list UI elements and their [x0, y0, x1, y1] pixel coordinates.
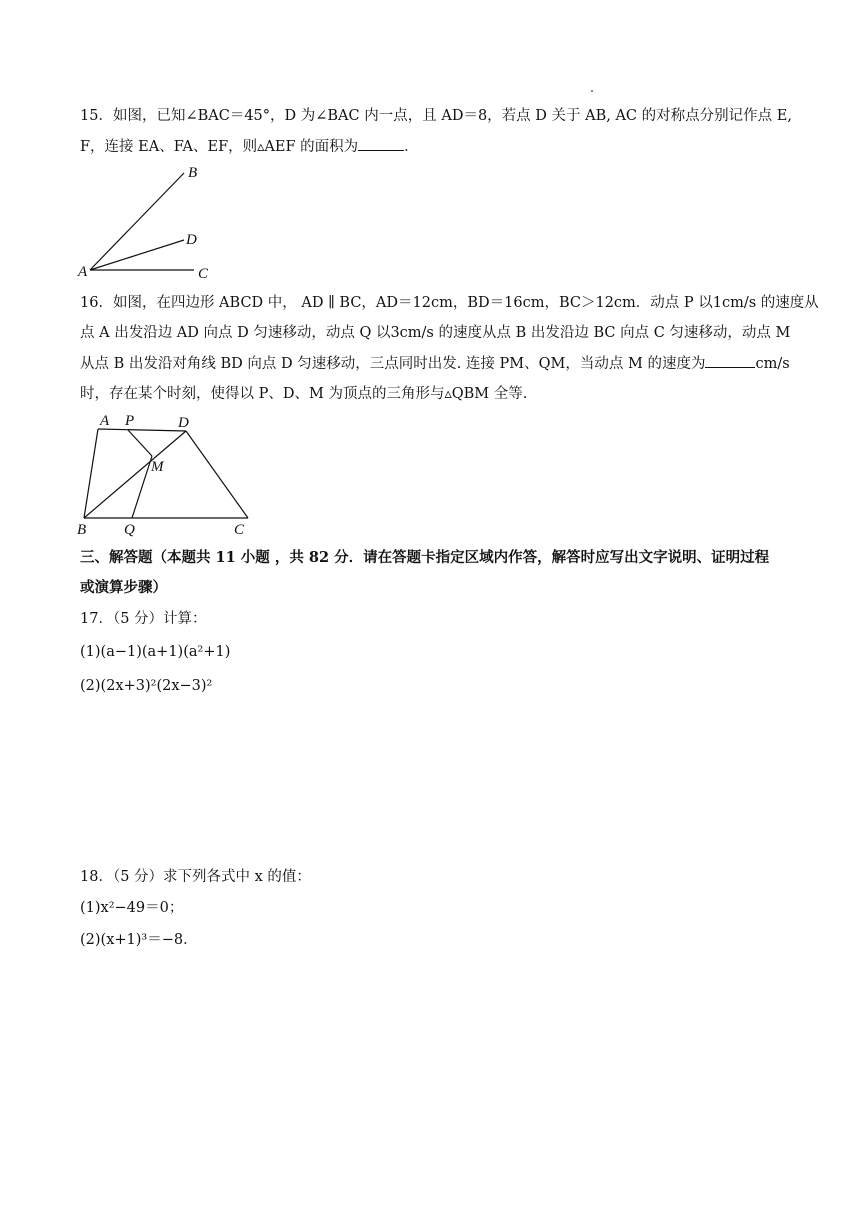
label-b: B: [188, 165, 198, 181]
q15-text-line-2: [80, 136, 419, 157]
diagonal-bd: [84, 431, 186, 518]
label-p: P: [125, 413, 135, 429]
q17-item-2: (2)(2x+3)²(2x−3)²: [80, 678, 213, 694]
q15-line-2-end: ．: [404, 139, 419, 155]
q16-line-3-start: 从点 B 出发沿对角线 BD 向点 D 匀速移动，三点同时出发. 连接 PM、QM，当动点 M 的速度为: [80, 356, 706, 372]
q15-angle-figure: [76, 164, 226, 282]
q18-item-1: (1)x²−49＝0；: [80, 900, 184, 916]
label-d: D: [186, 232, 197, 248]
q16-text-line-1: 16．如图，在四边形 ABCD 中， AD ∥ BC，AD＝12cm，BD＝16cm，BC＞12cm．动点 P 以1cm/s 的速度从: [80, 295, 819, 311]
section-3-heading-line-2: 或演算步骤）: [80, 579, 167, 596]
q17-item-1: (1)(a−1)(a+1)(a²+1): [80, 644, 231, 660]
q17-title: 17．（5 分）计算：: [80, 611, 207, 627]
q18-item-2: (2)(x+1)³＝−8．: [80, 932, 198, 948]
segment-ad: [98, 429, 186, 431]
label-a: A: [78, 264, 88, 280]
q16-text-line-2: 点 A 出发沿边 AD 向点 D 匀速移动，动点 Q 以3cm/s 的速度从点 B 出发沿边 BC 向点 C 匀速移动，动点 M: [80, 325, 791, 341]
section-3-heading-line-1: 三、解答题（本题共 11 小题 ，共 82 分．请在答题卡指定区域内作答，解答时应写出文字说明、证明过程: [80, 549, 770, 566]
label-c: C: [198, 266, 209, 282]
segment-ab: [84, 429, 98, 518]
label-m: M: [151, 459, 164, 475]
q15-answer-blank[interactable]: [358, 136, 404, 151]
label-q: Q: [124, 522, 135, 538]
q16-text-line-4: 时，存在某个时刻，使得以 P、D、M 为顶点的三角形与▵QBM 全等.: [80, 386, 528, 402]
label-c: C: [234, 522, 245, 538]
label-a: A: [100, 413, 110, 429]
q16-text-line-3: [80, 353, 790, 374]
segment-qm: [132, 456, 152, 518]
label-d: D: [178, 415, 189, 431]
q18-title: 18．（5 分）求下列各式中 x 的值：: [80, 869, 311, 885]
q16-trapezoid-figure: [74, 410, 258, 540]
scan-dot: [591, 90, 593, 92]
q16-answer-blank[interactable]: [705, 353, 755, 368]
segment-dc: [186, 431, 248, 518]
q15-text-line-1: 15．如图，已知∠BAC＝45°，D 为∠BAC 内一点，且 AD＝8，若点 D 关于 AB, AC 的对称点分别记作点 E,: [80, 108, 792, 124]
q16-line-3-end: cm/s: [755, 356, 790, 372]
label-b: B: [77, 522, 87, 538]
segment-pm: [128, 430, 152, 456]
q15-line-2-start: F，连接 EA、FA、EF，则▵AEF 的面积为: [80, 139, 359, 155]
